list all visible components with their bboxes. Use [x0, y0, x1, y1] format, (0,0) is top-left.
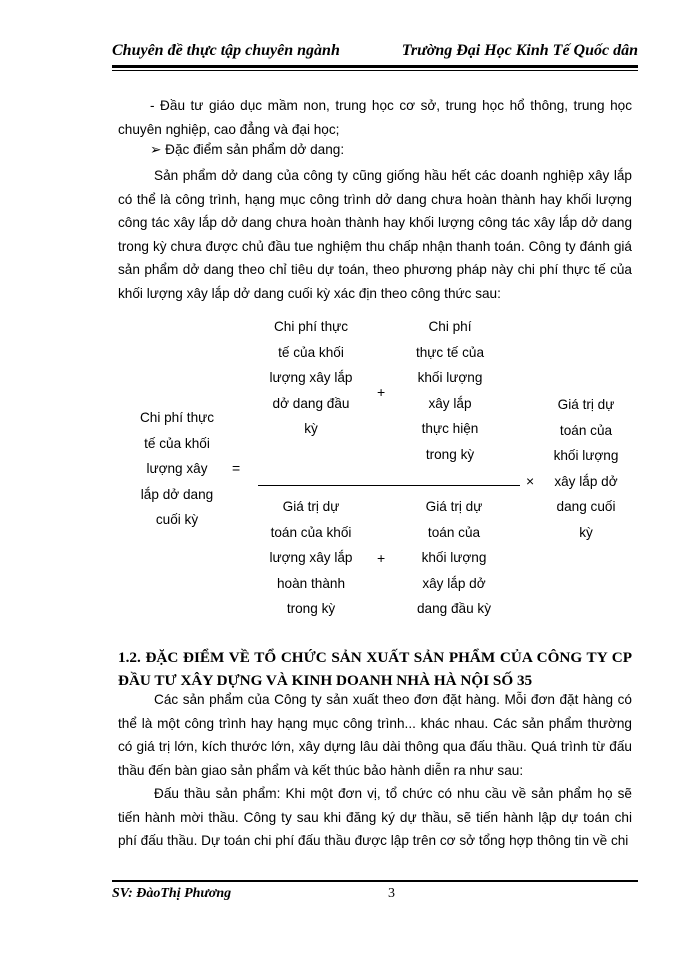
arrow-bullet-icon: ➢: [150, 142, 162, 157]
formula-den1-line: Giá trị dự: [282, 499, 340, 514]
formula-lhs-line: Chi phí thực: [139, 410, 215, 425]
formula-num2-line: trong kỳ: [425, 446, 475, 462]
formula-den2-line: toán của: [427, 524, 481, 540]
formula-den1-line: trong kỳ: [286, 601, 336, 616]
bullet-text: Đặc điểm sản phẩm dở dang:: [165, 142, 345, 157]
formula-rhs: [540, 392, 632, 545]
formula-rhs-line: kỳ: [579, 524, 593, 540]
formula-num1-line: Chi phí thực: [273, 319, 349, 334]
formula-num2-line: Chi phí: [428, 319, 472, 334]
formula-num2-line: khối lượng: [417, 370, 483, 385]
footer-rule: [112, 880, 638, 882]
formula-equals: =: [232, 460, 241, 476]
formula-lhs-line: cuối kỳ: [155, 512, 199, 527]
header-rule-thin: [112, 70, 638, 71]
paragraph-production-organization: Các sản phẩm của Công ty sản xuất theo đơn đặt hàng. Mỗi đơn đặt hàng có thể là một công trình hay hạng mục công trình... khác nhau. Các sản phẩm thường có giá trị lớn, kích thước lớn, xây dựng lâu dài thông qua đấu thầu. Quá trình từ đấu thầu đến bàn giao sản phẩm và kết thúc bảo hành diễn ra như sau:: [118, 692, 632, 778]
formula-numerator-term-1: [252, 314, 370, 442]
formula-times: ×: [526, 473, 535, 489]
formula-num1-line: tế của khối: [278, 344, 344, 360]
formula-num1-line: lượng xây lắp: [269, 370, 353, 385]
formula-den1-line: lượng xây lắp: [269, 550, 353, 565]
formula-rhs-line: khối lượng: [553, 448, 619, 463]
formula-fraction-bar: [258, 485, 520, 486]
formula-lhs-line: lắp dở dang: [140, 486, 214, 502]
formula-den1-line: hoàn thành: [276, 575, 346, 591]
formula-den2-line: xây lắp dở: [422, 575, 486, 591]
formula-den2-line: Giá trị dự: [425, 499, 483, 514]
paragraph-wip-products: Sản phẩm dở dang của công ty cũng giống hầu hết các doanh nghiệp xây lắp có thể là công trình, hạng mục công trình dở dang chưa hoàn thành hay khối lượng công tác xây lắp dở dang chưa hoàn thành hay khối lượng công tác xây lắp dở dang trong kỳ chưa được chủ đầu tue nghiệm thu chấp nhận thanh toán. Công ty đánh giá sản phẩm dở dang theo chỉ tiêu dự toán, theo phương pháp này chi phí thực tế của khối lượng xây lắp dở dang cuối kỳ xác địn theo công thức sau:: [118, 168, 632, 301]
page-header: [112, 38, 638, 64]
formula-lhs: [118, 405, 236, 533]
formula-denominator-term-2: [400, 494, 508, 622]
formula-num1-line: kỳ: [304, 421, 318, 436]
formula-num2-line: thực hiện: [421, 421, 479, 436]
formula-num2-line: thực tế của: [415, 344, 485, 360]
formula-rhs-line: dang cuối: [556, 499, 616, 514]
section-heading: 1.2. ĐẶC ĐIỂM VỀ TỔ CHỨC SẢN XUẤT SẢN PHẨM CỦA CÔNG TY CP ĐẦU TƯ XÂY DỰNG VÀ KINH DOANH NHÀ HÀ NỘI SỐ 35: [118, 649, 632, 689]
formula-denominator-term-1: [252, 494, 370, 622]
formula-den1-line: toán của khối: [270, 524, 352, 540]
formula-numerator-plus: +: [377, 384, 386, 400]
formula-den2-line: khối lượng: [421, 550, 487, 565]
formula-denominator-plus: +: [377, 550, 386, 566]
formula-num2-line: xây lắp: [428, 395, 472, 411]
formula-lhs-line: tế của khối: [144, 435, 210, 451]
header-rule-thick: [112, 65, 638, 68]
paragraph-bidding: Đấu thầu sản phẩm: Khi một đơn vị, tổ chức có nhu cầu về sản phẩm họ sẽ tiến hành mời thầu. Công ty sau khi đăng ký dự thầu, sẽ tiến hành lập dự toán chi phí đấu thầu. Dự toán chi phí đấu thầu được lập trên cơ sở tổng hợp thông tin về chi: [118, 786, 632, 848]
formula-rhs-line: xây lắp dở: [554, 473, 618, 489]
page-number: 3: [388, 886, 395, 901]
intro-paragraph: - Đầu tư giáo dục mầm non, trung học cơ sở, trung học hổ thông, trung học chuyên nghiệp, cao đẳng và đại học;: [118, 98, 632, 137]
header-university: Trường Đại Học Kinh Tế Quốc dân: [401, 42, 638, 59]
page-footer: [112, 886, 638, 906]
formula-rhs-line: toán của: [559, 422, 613, 438]
footer-student-name: SV: ĐàoThị Phương: [112, 886, 232, 901]
formula-rhs-line: Giá trị dự: [557, 397, 615, 412]
formula-den2-line: dang đầu kỳ: [416, 601, 492, 616]
formula-numerator-term-2: [395, 314, 505, 467]
header-course-title: Chuyên đề thực tập chuyên ngành: [112, 42, 340, 59]
formula-lhs-line: lượng xây: [146, 461, 208, 476]
bullet-item: [150, 142, 344, 158]
formula-num1-line: dở dang đầu: [272, 395, 350, 411]
